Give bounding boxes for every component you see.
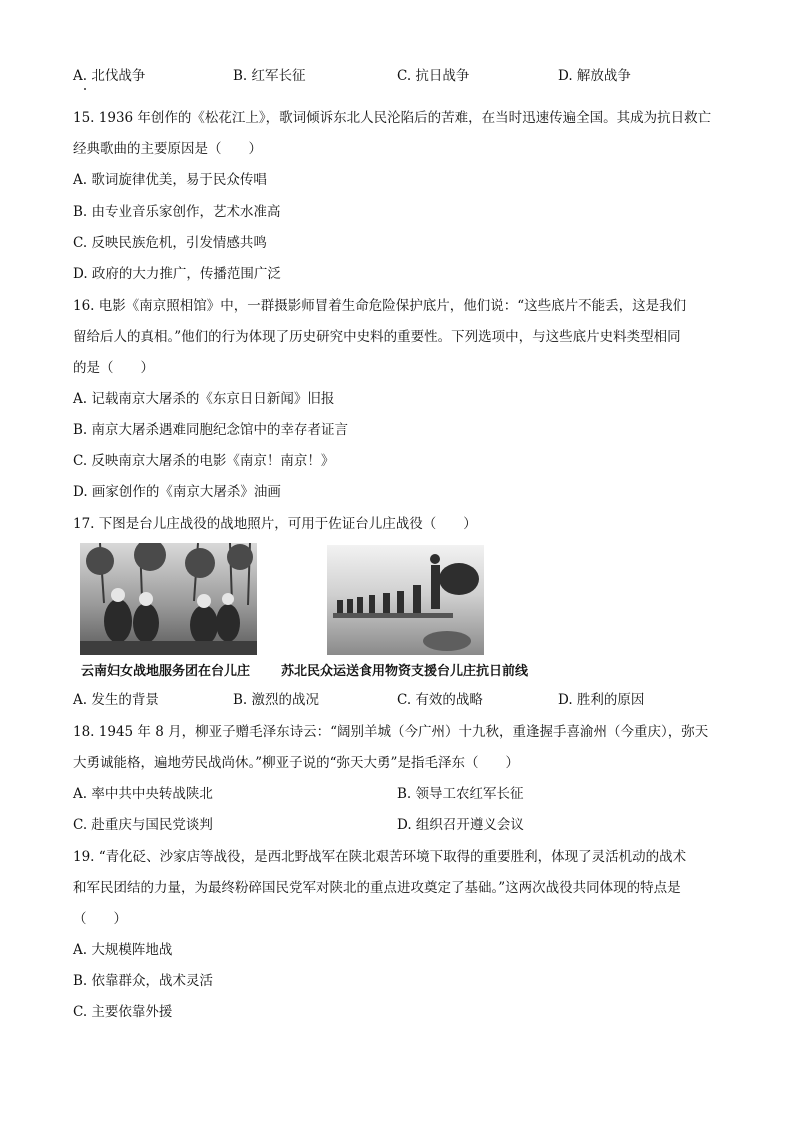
q18-stem-line2: 大勇诚能格，遍地劳民战尚休。”柳亚子说的“弥天大勇”是指毛泽东（ ） xyxy=(73,755,519,771)
q16-stem-line2: 留给后人的真相。”他们的行为体现了历史研究中史料的重要性。下列选项中，与这些底片史料类型相同 xyxy=(73,329,681,345)
q19-stem-line2: 和军民团结的力量，为最终粉碎国民党军对陕北的重点进攻奠定了基础。”这两次战役共同体现的特点是 xyxy=(73,880,681,896)
q17-option-c: C. 有效的战略 xyxy=(397,692,483,708)
q18-option-d: D. 组织召开遵义会议 xyxy=(397,817,524,833)
q18-option-c: C. 赴重庆与国民党谈判 xyxy=(73,817,213,833)
q17-caption-left: 云南妇女战地服务团在台儿庄 xyxy=(81,664,251,679)
q17-option-b: B. 激烈的战况 xyxy=(233,692,320,708)
q16-option-c: C. 反映南京大屠杀的电影《南京！南京！》 xyxy=(73,453,335,469)
q15-stem-line1: 15. 1936 年创作的《松花江上》，歌词倾诉东北人民沦陷后的苦难，在当时迅速传遍全国。其成为抗日救亡 xyxy=(73,110,712,126)
q19-stem-line3: （ ） xyxy=(73,911,127,927)
q16-option-a: A. 记载南京大屠杀的《东京日日新闻》旧报 xyxy=(73,391,335,407)
q18-stem-line1: 18. 1945 年 8 月，柳亚子赠毛泽东诗云：“阔别羊城（今广州）十九秋，重逢握手喜渝州（今重庆），弥天 xyxy=(73,724,709,740)
q16-stem-line1: 16. 电影《南京照相馆》中，一群摄影师冒着生命危险保护底片，他们说：“这些底片不能丢，这是我们 xyxy=(73,298,687,314)
q19-option-c: C. 主要依靠外援 xyxy=(73,1004,173,1020)
q19-stem-line1: 19. “青化砭、沙家店等战役，是西北野战军在陕北艰苦环境下取得的重要胜利，体现了灵活机动的战术 xyxy=(73,849,687,865)
q16-option-b: B. 南京大屠杀遇难同胞纪念馆中的幸存者证言 xyxy=(73,422,349,438)
q17-caption-right: 苏北民众运送食用物资支援台儿庄抗日前线 xyxy=(281,664,529,679)
photo-yunnan-women-service-corps xyxy=(80,543,257,655)
q15-option-d: D. 政府的大力推广，传播范围广泛 xyxy=(73,266,281,282)
q15-option-a: A. 歌词旋律优美，易于民众传唱 xyxy=(73,172,267,188)
q14-option-a: A. 北伐战争 xyxy=(73,68,146,84)
q19-option-a: A. 大规模阵地战 xyxy=(73,942,173,958)
q15-option-c: C. 反映民族危机，引发情感共鸣 xyxy=(73,235,267,251)
stray-dot xyxy=(84,88,86,90)
q17-option-a: A. 发生的背景 xyxy=(73,692,159,708)
q17-stem-line1: 17. 下图是台儿庄战役的战地照片，可用于佐证台儿庄战役（ ） xyxy=(73,516,477,532)
q14-option-b: B. 红军长征 xyxy=(233,68,306,84)
q14-option-c: C. 抗日战争 xyxy=(397,68,470,84)
q15-option-b: B. 由专业音乐家创作，艺术水准高 xyxy=(73,204,281,220)
q14-option-d: D. 解放战争 xyxy=(558,68,631,84)
photo-subei-civilians-supply xyxy=(327,545,484,655)
q19-option-b: B. 依靠群众，战术灵活 xyxy=(73,973,214,989)
q15-stem-line2: 经典歌曲的主要原因是（ ） xyxy=(73,141,262,157)
q17-option-d: D. 胜利的原因 xyxy=(558,692,645,708)
q16-stem-line3: 的是（ ） xyxy=(73,360,154,376)
q18-option-b: B. 领导工农红军长征 xyxy=(397,786,524,802)
q16-option-d: D. 画家创作的《南京大屠杀》油画 xyxy=(73,484,281,500)
q18-option-a: A. 率中共中央转战陕北 xyxy=(73,786,213,802)
